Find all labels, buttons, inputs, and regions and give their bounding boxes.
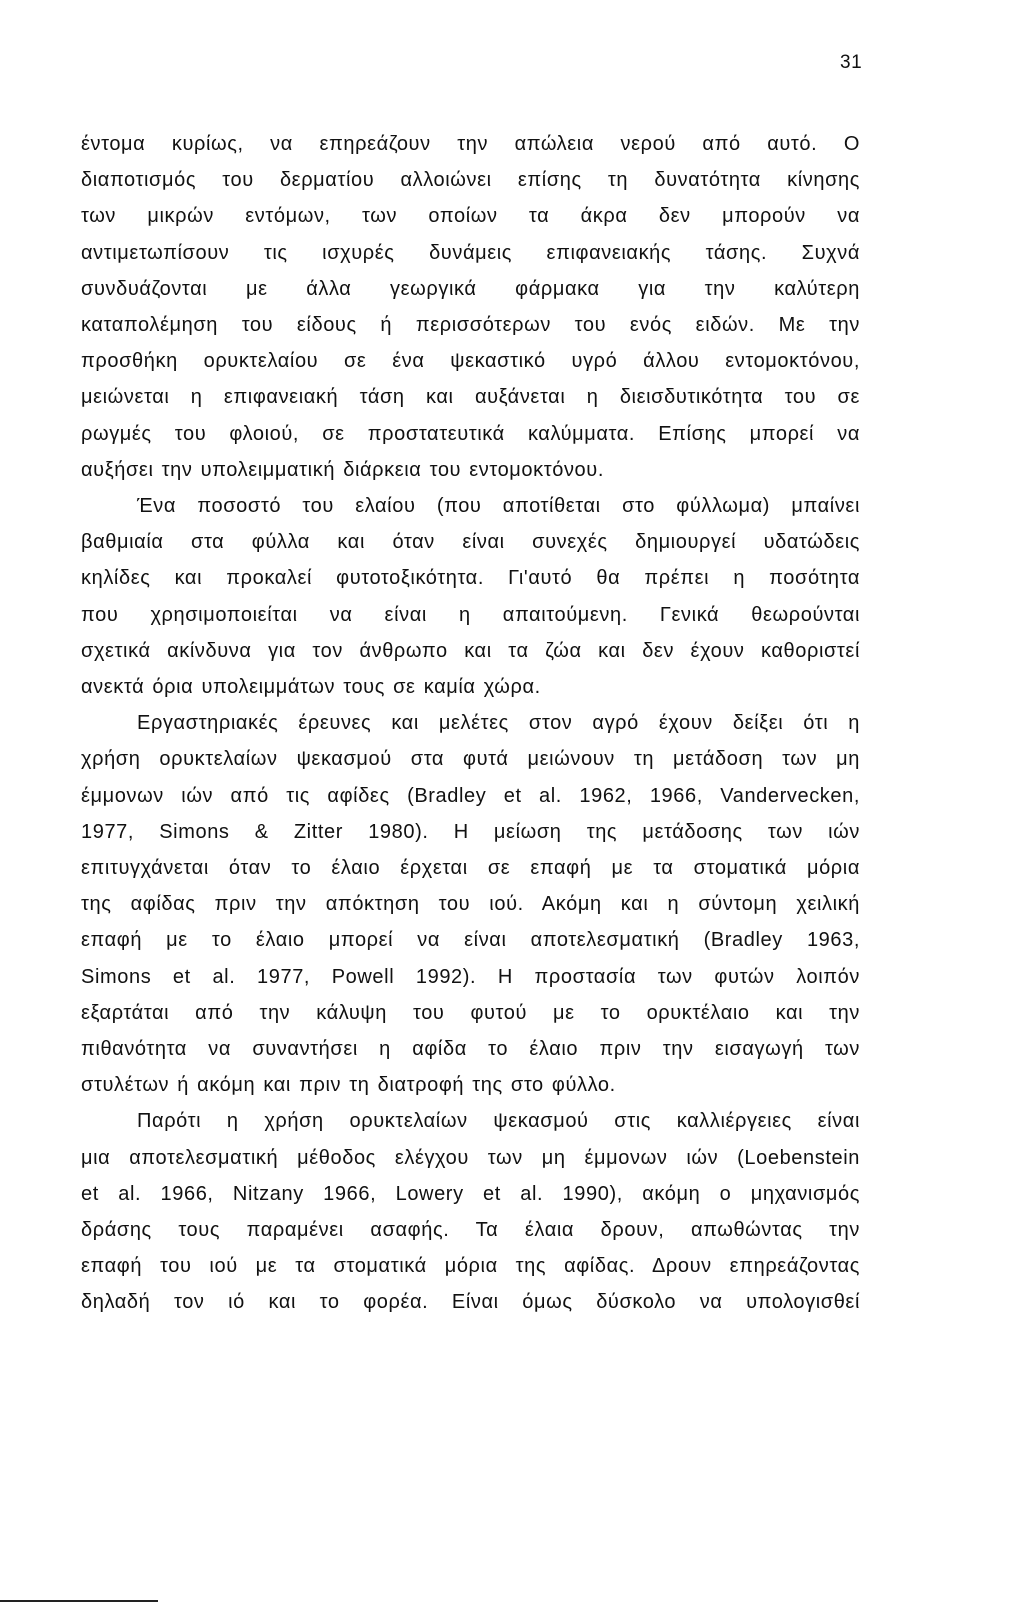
text-line: Εργαστηριακές έρευνες και μελέτες στον αγρό έχουν δείξει ότι η bbox=[137, 712, 860, 734]
text-line: εξαρτάται από την κάλυψη του φυτού με το ορυκτέλαιο και την bbox=[81, 1002, 860, 1024]
text-line: ανεκτά όρια υπολειμμάτων τους σε καμία χώρα. bbox=[81, 676, 541, 698]
text-line: στυλέτων ή ακόμη και πριν τη διατροφή της στο φύλλο. bbox=[81, 1074, 616, 1096]
text-line: έμμονων ιών από τις αφίδες (Bradley et al. 1962, 1966, Vandervecken, bbox=[81, 785, 860, 807]
text-line: Simons et al. 1977, Powell 1992). Η προστασία των φυτών λοιπόν bbox=[81, 966, 860, 988]
text-line: 1977, Simons & Zitter 1980). Η μείωση της μετάδοσης των ιών bbox=[81, 821, 860, 843]
text-line: χρήση ορυκτελαίων ψεκασμού στα φυτά μειώνουν τη μετάδοση των μη bbox=[81, 748, 860, 770]
text-line: κηλίδες και προκαλεί φυτοτοξικότητα. Γι'αυτό θα πρέπει η ποσότητα bbox=[81, 567, 860, 589]
text-line: σχετικά ακίνδυνα για τον άνθρωπο και τα ζώα και δεν έχουν καθοριστεί bbox=[81, 640, 860, 662]
text-line: προσθήκη ορυκτελαίου σε ένα ψεκαστικό υγρό άλλου εντομοκτόνου, bbox=[81, 350, 860, 372]
text-line: επιτυγχάνεται όταν το έλαιο έρχεται σε επαφή με τα στοματικά μόρια bbox=[81, 857, 860, 879]
footnote-rule bbox=[0, 1600, 158, 1602]
text-line: επαφή με το έλαιο μπορεί να είναι αποτελεσματική (Bradley 1963, bbox=[81, 929, 860, 951]
text-line: Ένα ποσοστό του ελαίου (που αποτίθεται στο φύλλωμα) μπαίνει bbox=[137, 495, 860, 517]
text-line: μια αποτελεσματική μέθοδος ελέγχου των μη έμμονων ιών (Loebenstein bbox=[81, 1147, 860, 1169]
text-line: διαποτισμός του δερματίου αλλοιώνει επίσης τη δυνατότητα κίνησης bbox=[81, 169, 860, 191]
text-line: επαφή του ιού με τα στοματικά μόρια της αφίδας. Δρουν επηρεάζοντας bbox=[81, 1255, 860, 1277]
text-line: αντιμετωπίσουν τις ισχυρές δυνάμεις επιφανειακής τάσης. Συχνά bbox=[81, 242, 860, 264]
page-number: 31 bbox=[840, 52, 863, 73]
text-line: ρωγμές του φλοιού, σε προστατευτικά καλύμματα. Επίσης μπορεί να bbox=[81, 423, 860, 445]
text-line: αυξήσει την υπολειμματική διάρκεια του εντομοκτόνου. bbox=[81, 459, 604, 481]
text-line: Παρότι η χρήση ορυκτελαίων ψεκασμού στις καλλιέργειες είναι bbox=[137, 1110, 860, 1132]
text-line: της αφίδας πριν την απόκτηση του ιού. Ακόμη και η σύντομη χειλική bbox=[81, 893, 860, 915]
text-line: βαθμιαία στα φύλλα και όταν είναι συνεχές δημιουργεί υδατώδεις bbox=[81, 531, 860, 553]
text-line: μειώνεται η επιφανειακή τάση και αυξάνεται η διεισδυτικότητα του σε bbox=[81, 386, 860, 408]
text-line: πιθανότητα να συναντήσει η αφίδα το έλαιο πριν την εισαγωγή των bbox=[81, 1038, 860, 1060]
text-line: δράσης τους παραμένει ασαφής. Τα έλαια δρουν, απωθώντας την bbox=[81, 1219, 860, 1241]
text-line: έντομα κυρίως, να επηρεάζουν την απώλεια νερού από αυτό. Ο bbox=[81, 133, 860, 155]
text-line: καταπολέμηση του είδους ή περισσότερων του ενός ειδών. Με την bbox=[81, 314, 860, 336]
text-line: δηλαδή τον ιό και το φορέα. Είναι όμως δύσκολο να υπολογισθεί bbox=[81, 1291, 860, 1313]
text-line: των μικρών εντόμων, των οποίων τα άκρα δεν μπορούν να bbox=[81, 205, 860, 227]
text-line: et al. 1966, Nitzany 1966, Lowery et al. 1990), ακόμη ο μηχανισμός bbox=[81, 1183, 860, 1205]
text-line: συνδυάζονται με άλλα γεωργικά φάρμακα για την καλύτερη bbox=[81, 278, 860, 300]
text-line: που χρησιμοποιείται να είναι η απαιτούμενη. Γενικά θεωρούνται bbox=[81, 604, 860, 626]
